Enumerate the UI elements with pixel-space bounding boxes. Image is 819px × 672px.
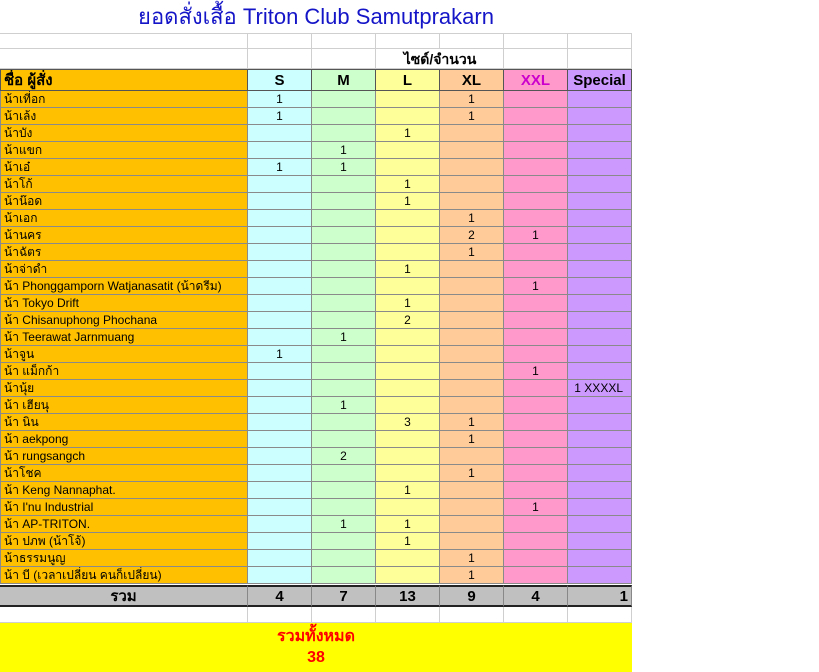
qty-l[interactable] <box>376 142 440 159</box>
qty-s[interactable] <box>248 414 312 431</box>
qty-s[interactable] <box>248 465 312 482</box>
qty-m[interactable] <box>312 431 376 448</box>
qty-xl[interactable] <box>440 329 504 346</box>
qty-m[interactable] <box>312 295 376 312</box>
customer-name[interactable]: น้าน๊อด <box>0 193 248 210</box>
qty-m[interactable] <box>312 550 376 567</box>
table-row <box>0 499 632 516</box>
qty-xl[interactable]: 1 <box>440 550 504 567</box>
qty-s[interactable] <box>248 329 312 346</box>
qty-m[interactable] <box>312 482 376 499</box>
qty-s[interactable] <box>248 448 312 465</box>
qty-s[interactable]: 1 <box>248 346 312 363</box>
qty-xxl[interactable] <box>504 142 568 159</box>
qty-special[interactable] <box>568 91 632 108</box>
customer-name[interactable]: น้าเอ๋ <box>0 159 248 176</box>
customer-name[interactable]: น้า นิน <box>0 414 248 431</box>
qty-special[interactable] <box>568 482 632 499</box>
qty-m[interactable] <box>312 414 376 431</box>
qty-l[interactable] <box>376 431 440 448</box>
customer-name[interactable]: น้า Keng Nannaphat. <box>0 482 248 499</box>
qty-l[interactable]: 1 <box>376 193 440 210</box>
qty-xxl[interactable] <box>504 261 568 278</box>
grid-cell[interactable] <box>0 33 248 49</box>
qty-special[interactable] <box>568 363 632 380</box>
customer-name[interactable]: น้าโก้ <box>0 176 248 193</box>
qty-s[interactable] <box>248 380 312 397</box>
customer-name[interactable]: น้า แม็กก้า <box>0 363 248 380</box>
qty-l[interactable] <box>376 465 440 482</box>
customer-name[interactable]: น้าธรรมนูญ <box>0 550 248 567</box>
qty-xl[interactable]: 1 <box>440 108 504 125</box>
header-size-l[interactable]: L <box>376 69 440 91</box>
grid-cell[interactable] <box>504 607 568 623</box>
qty-m[interactable] <box>312 363 376 380</box>
grid-cell[interactable] <box>568 33 632 49</box>
qty-special[interactable] <box>568 533 632 550</box>
table-row <box>0 159 632 176</box>
qty-xxl[interactable]: 1 <box>504 278 568 295</box>
table-row <box>0 261 632 278</box>
customer-name[interactable]: น้า เฮียนุ <box>0 397 248 414</box>
qty-special[interactable] <box>568 278 632 295</box>
customer-name[interactable]: น้าเล้ง <box>0 108 248 125</box>
grid-cell[interactable] <box>376 33 440 49</box>
qty-xl[interactable] <box>440 176 504 193</box>
qty-l[interactable] <box>376 550 440 567</box>
table-row <box>0 142 632 159</box>
qty-l[interactable]: 1 <box>376 516 440 533</box>
customer-name[interactable]: น้า Teerawat Jarnmuang <box>0 329 248 346</box>
customer-name[interactable]: น้านคร <box>0 227 248 244</box>
qty-s[interactable] <box>248 295 312 312</box>
qty-xl[interactable] <box>440 261 504 278</box>
qty-s[interactable] <box>248 278 312 295</box>
qty-l[interactable]: 1 <box>376 261 440 278</box>
qty-m[interactable]: 1 <box>312 516 376 533</box>
table-row <box>0 244 632 261</box>
qty-special[interactable] <box>568 516 632 533</box>
qty-s[interactable] <box>248 567 312 584</box>
table-row <box>0 380 632 397</box>
customer-name[interactable]: น้า Tokyo Drift <box>0 295 248 312</box>
qty-s[interactable] <box>248 142 312 159</box>
table-row <box>0 91 632 108</box>
customer-name[interactable]: น้า ปภพ (น้าโจ้) <box>0 533 248 550</box>
qty-s[interactable] <box>248 227 312 244</box>
qty-special[interactable] <box>568 295 632 312</box>
qty-s[interactable] <box>248 363 312 380</box>
qty-m[interactable] <box>312 108 376 125</box>
qty-xl[interactable] <box>440 295 504 312</box>
table-row <box>0 414 632 431</box>
customer-name[interactable]: น้าจ่าดำ <box>0 261 248 278</box>
grid-cell[interactable] <box>312 33 376 49</box>
qty-l[interactable] <box>376 159 440 176</box>
customer-name[interactable]: น้าฉัตร <box>0 244 248 261</box>
qty-l[interactable] <box>376 227 440 244</box>
qty-special[interactable] <box>568 550 632 567</box>
qty-special[interactable] <box>568 448 632 465</box>
qty-xl[interactable] <box>440 380 504 397</box>
table-row <box>0 346 632 363</box>
header-size-s[interactable]: S <box>248 69 312 91</box>
qty-special[interactable] <box>568 346 632 363</box>
qty-m[interactable] <box>312 125 376 142</box>
qty-s[interactable] <box>248 482 312 499</box>
qty-special[interactable] <box>568 142 632 159</box>
qty-special[interactable] <box>568 499 632 516</box>
customer-name[interactable]: น้าเที่อก <box>0 91 248 108</box>
customer-name[interactable]: น้า บี (เวลาเปลี่ยน คนก็เปลี่ยน) <box>0 567 248 584</box>
qty-xxl[interactable] <box>504 91 568 108</box>
qty-l[interactable]: 1 <box>376 482 440 499</box>
qty-m[interactable] <box>312 193 376 210</box>
customer-name[interactable]: น้าโชค <box>0 465 248 482</box>
grid-cell[interactable] <box>568 49 632 69</box>
qty-xxl[interactable] <box>504 329 568 346</box>
table-row <box>0 125 632 142</box>
qty-m[interactable] <box>312 499 376 516</box>
qty-xl[interactable] <box>440 397 504 414</box>
table-row <box>0 465 632 482</box>
qty-xxl[interactable]: 1 <box>504 363 568 380</box>
qty-m[interactable] <box>312 465 376 482</box>
qty-s[interactable] <box>248 176 312 193</box>
qty-xxl[interactable] <box>504 346 568 363</box>
qty-l[interactable] <box>376 278 440 295</box>
qty-special[interactable] <box>568 414 632 431</box>
table-row <box>0 176 632 193</box>
qty-s[interactable] <box>248 431 312 448</box>
qty-s[interactable]: 1 <box>248 159 312 176</box>
qty-m[interactable] <box>312 533 376 550</box>
table-row <box>0 533 632 550</box>
qty-s[interactable] <box>248 210 312 227</box>
qty-special[interactable] <box>568 312 632 329</box>
total-xxl[interactable]: 4 <box>504 585 568 607</box>
qty-l[interactable]: 1 <box>376 533 440 550</box>
grand-total-value: 38 <box>307 649 325 666</box>
qty-xxl[interactable]: 1 <box>504 227 568 244</box>
total-xl[interactable]: 9 <box>440 585 504 607</box>
qty-l[interactable] <box>376 499 440 516</box>
order-rows <box>0 91 632 584</box>
qty-l[interactable] <box>376 329 440 346</box>
qty-xxl[interactable] <box>504 550 568 567</box>
qty-l[interactable] <box>376 567 440 584</box>
qty-xl[interactable]: 1 <box>440 465 504 482</box>
qty-xxl[interactable]: 1 <box>504 499 568 516</box>
qty-m[interactable] <box>312 176 376 193</box>
qty-xl[interactable] <box>440 346 504 363</box>
qty-xxl[interactable] <box>504 295 568 312</box>
grid-cell[interactable] <box>248 607 312 623</box>
qty-m[interactable]: 2 <box>312 448 376 465</box>
size-caption-row <box>0 49 632 69</box>
qty-xl[interactable] <box>440 533 504 550</box>
customer-name[interactable]: น้าจูน <box>0 346 248 363</box>
qty-l[interactable]: 1 <box>376 295 440 312</box>
total-m[interactable]: 7 <box>312 585 376 607</box>
qty-s[interactable] <box>248 550 312 567</box>
qty-l[interactable] <box>376 448 440 465</box>
qty-l[interactable]: 3 <box>376 414 440 431</box>
customer-name[interactable]: น้า Phonggamporn Watjanasatit (น้าดรีม) <box>0 278 248 295</box>
qty-xl[interactable]: 1 <box>440 91 504 108</box>
header-name[interactable]: ชื่อ ผู้สั่ง <box>0 69 248 91</box>
qty-xl[interactable] <box>440 125 504 142</box>
qty-xl[interactable]: 1 <box>440 414 504 431</box>
qty-l[interactable] <box>376 91 440 108</box>
customer-name[interactable]: น้า AP-TRITON. <box>0 516 248 533</box>
table-row <box>0 482 632 499</box>
qty-s[interactable] <box>248 312 312 329</box>
table-row <box>0 431 632 448</box>
qty-special[interactable] <box>568 176 632 193</box>
table-row <box>0 227 632 244</box>
qty-s[interactable] <box>248 125 312 142</box>
qty-s[interactable] <box>248 533 312 550</box>
table-row <box>0 550 632 567</box>
qty-xl[interactable] <box>440 159 504 176</box>
qty-m[interactable] <box>312 380 376 397</box>
qty-special[interactable] <box>568 193 632 210</box>
qty-special[interactable] <box>568 210 632 227</box>
qty-m[interactable] <box>312 278 376 295</box>
table-row <box>0 516 632 533</box>
customer-name[interactable]: น้าเอก <box>0 210 248 227</box>
qty-xl[interactable]: 1 <box>440 431 504 448</box>
grid-cell[interactable] <box>312 607 376 623</box>
qty-xxl[interactable] <box>504 482 568 499</box>
table-row <box>0 567 632 584</box>
qty-special[interactable] <box>568 329 632 346</box>
table-row <box>0 329 632 346</box>
qty-m[interactable] <box>312 261 376 278</box>
qty-xxl[interactable] <box>504 312 568 329</box>
qty-special[interactable] <box>568 244 632 261</box>
qty-m[interactable] <box>312 346 376 363</box>
customer-name[interactable]: น้าแขก <box>0 142 248 159</box>
qty-xxl[interactable] <box>504 465 568 482</box>
table-row <box>0 210 632 227</box>
qty-s[interactable]: 1 <box>248 108 312 125</box>
blank-row <box>0 33 632 49</box>
qty-l[interactable]: 1 <box>376 125 440 142</box>
header-size-xl[interactable]: XL <box>440 69 504 91</box>
qty-special[interactable] <box>568 227 632 244</box>
qty-m[interactable] <box>312 210 376 227</box>
qty-s[interactable] <box>248 193 312 210</box>
grid-cell[interactable] <box>248 33 312 49</box>
grand-total-block[interactable] <box>0 623 632 672</box>
table-row <box>0 278 632 295</box>
table-row <box>0 397 632 414</box>
grid-cell[interactable] <box>504 33 568 49</box>
grid-cell[interactable] <box>376 607 440 623</box>
qty-xxl[interactable] <box>504 516 568 533</box>
qty-xxl[interactable] <box>504 431 568 448</box>
qty-s[interactable] <box>248 261 312 278</box>
qty-l[interactable] <box>376 108 440 125</box>
table-row <box>0 108 632 125</box>
qty-xl[interactable] <box>440 482 504 499</box>
qty-m[interactable] <box>312 312 376 329</box>
qty-xxl[interactable] <box>504 414 568 431</box>
qty-m[interactable]: 1 <box>312 159 376 176</box>
qty-m[interactable]: 1 <box>312 329 376 346</box>
customer-name[interactable]: น้า Chisanuphong Phochana <box>0 312 248 329</box>
header-size-m[interactable]: M <box>312 69 376 91</box>
customer-name[interactable]: น้า rungsangch <box>0 448 248 465</box>
qty-m[interactable] <box>312 567 376 584</box>
qty-m[interactable] <box>312 227 376 244</box>
qty-xxl[interactable] <box>504 397 568 414</box>
total-special[interactable]: 1 <box>568 585 632 607</box>
grid-cell[interactable] <box>568 607 632 623</box>
total-s[interactable]: 4 <box>248 585 312 607</box>
grid-cell[interactable] <box>440 33 504 49</box>
qty-special[interactable] <box>568 108 632 125</box>
qty-xl[interactable] <box>440 516 504 533</box>
total-label[interactable]: รวม <box>0 585 248 607</box>
qty-xl[interactable] <box>440 142 504 159</box>
customer-name[interactable]: น้านุ้ย <box>0 380 248 397</box>
table-row <box>0 193 632 210</box>
qty-s[interactable] <box>248 499 312 516</box>
qty-l[interactable] <box>376 210 440 227</box>
qty-m[interactable] <box>312 244 376 261</box>
table-row <box>0 295 632 312</box>
sheet-title: ยอดสั่งเสื้อ Triton Club Samutprakarn <box>138 4 494 29</box>
total-row <box>0 585 632 607</box>
header-size-xxl[interactable]: XXL <box>504 69 568 91</box>
qty-special[interactable]: 1 XXXXL <box>568 380 632 397</box>
qty-xxl[interactable] <box>504 193 568 210</box>
qty-xxl[interactable] <box>504 380 568 397</box>
grid-cell[interactable] <box>0 49 248 69</box>
qty-s[interactable] <box>248 397 312 414</box>
qty-l[interactable] <box>376 244 440 261</box>
qty-xxl[interactable] <box>504 244 568 261</box>
qty-xl[interactable] <box>440 312 504 329</box>
qty-xl[interactable] <box>440 363 504 380</box>
customer-name[interactable]: น้า I'nu Industrial <box>0 499 248 516</box>
qty-special[interactable] <box>568 567 632 584</box>
table-row <box>0 363 632 380</box>
qty-xxl[interactable] <box>504 533 568 550</box>
grid-cell[interactable] <box>504 49 568 69</box>
qty-m[interactable]: 1 <box>312 142 376 159</box>
qty-s[interactable] <box>248 516 312 533</box>
table-row <box>0 312 632 329</box>
qty-s[interactable] <box>248 244 312 261</box>
table-row <box>0 448 632 465</box>
title-row <box>0 0 632 34</box>
qty-xl[interactable]: 1 <box>440 210 504 227</box>
qty-xl[interactable] <box>440 278 504 295</box>
grand-total-label: รวมทั้งหมด <box>277 628 355 645</box>
grid-cell[interactable] <box>0 607 248 623</box>
qty-special[interactable] <box>568 125 632 142</box>
header-row <box>0 69 632 91</box>
qty-xxl[interactable] <box>504 159 568 176</box>
qty-s[interactable]: 1 <box>248 91 312 108</box>
qty-xl[interactable]: 2 <box>440 227 504 244</box>
header-size-special[interactable]: Special <box>568 69 632 91</box>
qty-xl[interactable]: 1 <box>440 244 504 261</box>
size-caption: ไซด์/จำนวน <box>403 51 477 67</box>
qty-m[interactable]: 1 <box>312 397 376 414</box>
qty-m[interactable] <box>312 91 376 108</box>
qty-l[interactable]: 2 <box>376 312 440 329</box>
qty-special[interactable] <box>568 159 632 176</box>
qty-special[interactable] <box>568 431 632 448</box>
qty-xxl[interactable] <box>504 125 568 142</box>
blank-row <box>0 607 632 623</box>
qty-xxl[interactable] <box>504 176 568 193</box>
customer-name[interactable]: น้าบัง <box>0 125 248 142</box>
qty-l[interactable] <box>376 380 440 397</box>
qty-l[interactable]: 1 <box>376 176 440 193</box>
qty-xl[interactable] <box>440 193 504 210</box>
grid-cell[interactable] <box>440 607 504 623</box>
qty-special[interactable] <box>568 397 632 414</box>
qty-xxl[interactable] <box>504 108 568 125</box>
total-l[interactable]: 13 <box>376 585 440 607</box>
qty-xl[interactable] <box>440 499 504 516</box>
qty-l[interactable] <box>376 397 440 414</box>
qty-special[interactable] <box>568 465 632 482</box>
qty-l[interactable] <box>376 346 440 363</box>
qty-xxl[interactable] <box>504 210 568 227</box>
qty-special[interactable] <box>568 261 632 278</box>
qty-xl[interactable] <box>440 448 504 465</box>
customer-name[interactable]: น้า aekpong <box>0 431 248 448</box>
qty-l[interactable] <box>376 363 440 380</box>
grid-cell[interactable] <box>312 49 376 69</box>
grid-cell[interactable] <box>248 49 312 69</box>
qty-xl[interactable]: 1 <box>440 567 504 584</box>
qty-xxl[interactable] <box>504 448 568 465</box>
qty-xxl[interactable] <box>504 567 568 584</box>
